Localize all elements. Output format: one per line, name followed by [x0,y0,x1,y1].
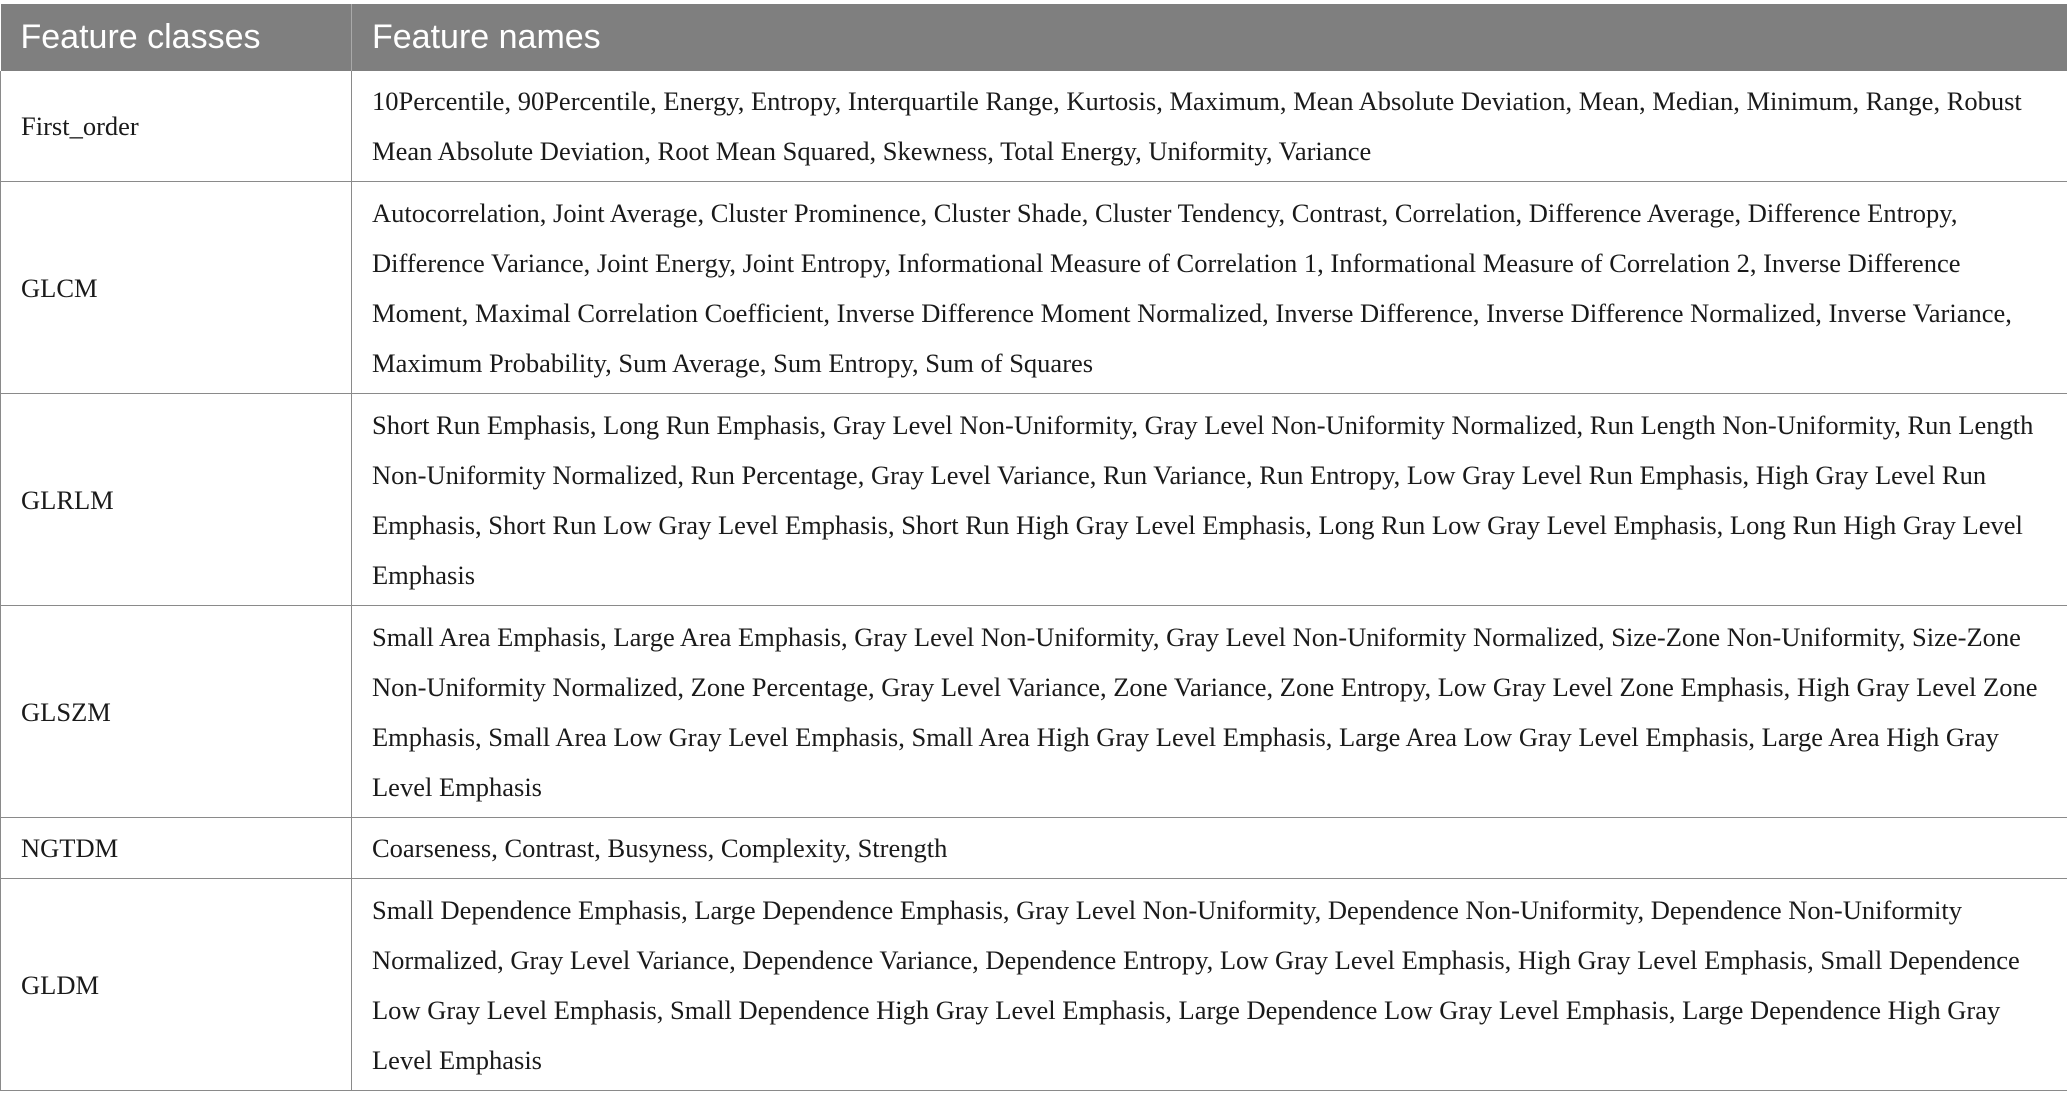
header-row [1,4,2067,71]
header-feature-classes: Feature classes [1,4,352,71]
table-row [1,71,2067,182]
feature-names-cell: Coarseness, Contrast, Busyness, Complexity, Strength [352,818,2067,879]
table-row [1,879,2067,1091]
feature-class-cell: First_order [1,71,352,182]
table-header [1,4,2067,71]
feature-names-cell: Small Area Emphasis, Large Area Emphasis, Gray Level Non-Uniformity, Gray Level Non-Uniformity Normalized, Size-Zone Non-Uniformity, Size-Zone Non-Uniformity Normalized, Zone Percentage, Gray Level Variance, Zone Variance, Zone Entropy, Low Gray Level Zone Emphasis, High Gray Level Zone Emphasis, Small Area Low Gray Level Emphasis, Small Area High Gray Level Emphasis, Large Area Low Gray Level Emphasis, Large Area High Gray Level Emphasis [352,606,2067,818]
table-row [1,606,2067,818]
table-row [1,818,2067,879]
feature-class-cell: GLDM [1,879,352,1091]
feature-class-cell: GLCM [1,182,352,394]
feature-class-cell: NGTDM [1,818,352,879]
feature-names-cell: 10Percentile, 90Percentile, Energy, Entropy, Interquartile Range, Kurtosis, Maximum, Mean Absolute Deviation, Mean, Median, Minimum, Range, Robust Mean Absolute Deviation, Root Mean Squared, Skewness, Total Energy, Uniformity, Variance [352,71,2067,182]
table-row [1,394,2067,606]
feature-names-cell: Short Run Emphasis, Long Run Emphasis, Gray Level Non-Uniformity, Gray Level Non-Uniformity Normalized, Run Length Non-Uniformity, Run Length Non-Uniformity Normalized, Run Percentage, Gray Level Variance, Run Variance, Run Entropy, Low Gray Level Run Emphasis, High Gray Level Run Emphasis, Short Run Low Gray Level Emphasis, Short Run High Gray Level Emphasis, Long Run Low Gray Level Emphasis, Long Run High Gray Level Emphasis [352,394,2067,606]
table-body [1,71,2067,1091]
feature-names-cell: Autocorrelation, Joint Average, Cluster Prominence, Cluster Shade, Cluster Tendency, Contrast, Correlation, Difference Average, Difference Entropy, Difference Variance, Joint Energy, Joint Entropy, Informational Measure of Correlation 1, Informational Measure of Correlation 2, Inverse Difference Moment, Maximal Correlation Coefficient, Inverse Difference Moment Normalized, Inverse Difference, Inverse Difference Normalized, Inverse Variance, Maximum Probability, Sum Average, Sum Entropy, Sum of Squares [352,182,2067,394]
feature-table [0,4,2067,1091]
feature-names-cell: Small Dependence Emphasis, Large Dependence Emphasis, Gray Level Non-Uniformity, Dependence Non-Uniformity, Dependence Non-Uniformity Normalized, Gray Level Variance, Dependence Variance, Dependence Entropy, Low Gray Level Emphasis, High Gray Level Emphasis, Small Dependence Low Gray Level Emphasis, Small Dependence High Gray Level Emphasis, Large Dependence Low Gray Level Emphasis, Large Dependence High Gray Level Emphasis [352,879,2067,1091]
feature-class-cell: GLSZM [1,606,352,818]
header-feature-names: Feature names [352,4,2067,71]
feature-table-container [0,4,2067,1091]
feature-class-cell: GLRLM [1,394,352,606]
table-row [1,182,2067,394]
